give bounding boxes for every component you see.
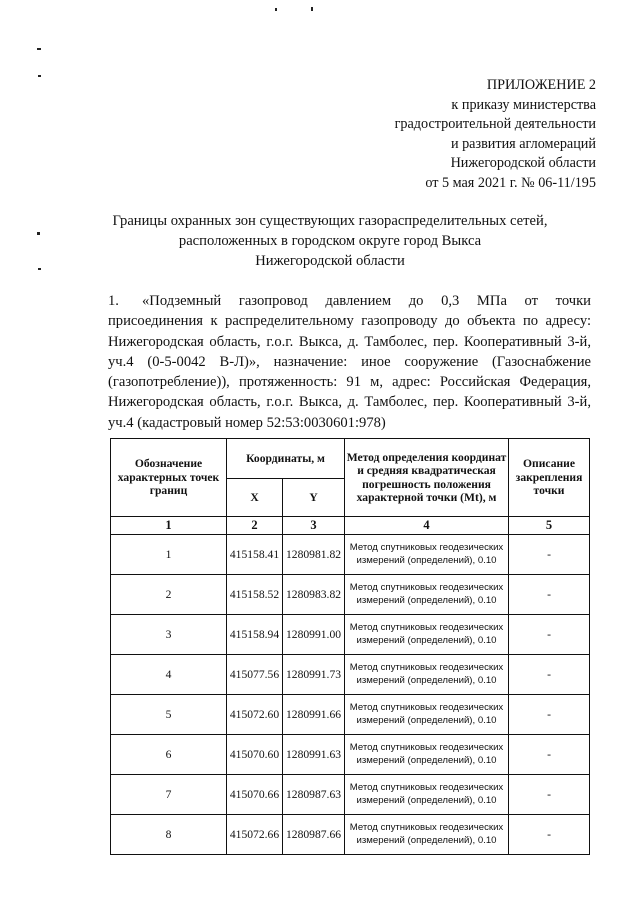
header-description: Описание закрепления точки — [509, 439, 590, 517]
point-id: 1 — [111, 535, 227, 575]
title-line: Границы охранных зон существующих газораспределительных сетей, — [112, 213, 548, 229]
coord-x: 415070.66 — [227, 775, 283, 815]
paragraph-text: «Подземный газопровод давлением до 0,3 МПа от точки присоединения к распределительному газопроводу до объекта по адресу: Нижегородская область, г.о.г. Выкса, д. Тамболес, пер. Кооперативный 3-й, уч.4 (0-5-0042 В-Л)», назначение: иное сооружение (Газоснабжение (газопотребление)), протяженность: 91 м, адрес: Российская Федерация, Нижегородская область, г.о.г. Выкса, д. Тамболес, пер. Кооперативный 3-й, уч.4 (кадастровый номер 52:53:0030601:978) — [108, 293, 591, 431]
coordinates-table — [110, 438, 590, 855]
table-row — [111, 815, 590, 855]
coord-x: 415077.56 — [227, 655, 283, 695]
description-cell: - — [509, 815, 590, 855]
document-title — [60, 211, 600, 271]
method-cell: Метод спутниковых геодезических измерений (определений), 0.10 — [345, 615, 509, 655]
table-row — [111, 735, 590, 775]
method-cell: Метод спутниковых геодезических измерений (определений), 0.10 — [345, 695, 509, 735]
header-coordinates: Координаты, м — [227, 439, 345, 479]
method-cell: Метод спутниковых геодезических измерений (определений), 0.10 — [345, 575, 509, 615]
order-date-number: от 5 мая 2021 г. № 06-11/195 — [425, 174, 596, 191]
table-row — [111, 775, 590, 815]
description-cell: - — [509, 735, 590, 775]
scan-speck — [38, 75, 41, 77]
point-id: 7 — [111, 775, 227, 815]
scan-speck — [38, 268, 41, 270]
column-number: 5 — [509, 517, 590, 535]
coord-y: 1280991.00 — [283, 615, 345, 655]
order-ref-line: к приказу министерства — [451, 96, 596, 113]
header-designation: Обозначение характерных точек границ — [111, 439, 227, 517]
coord-x: 415072.60 — [227, 695, 283, 735]
coord-x: 415072.66 — [227, 815, 283, 855]
paragraph-number: 1. — [108, 293, 119, 309]
coord-y: 1280991.63 — [283, 735, 345, 775]
scan-speck — [311, 7, 313, 11]
table-row — [111, 615, 590, 655]
point-id: 6 — [111, 735, 227, 775]
description-cell: - — [509, 655, 590, 695]
appendix-header — [336, 76, 596, 193]
table-row — [111, 695, 590, 735]
scan-speck — [275, 8, 277, 11]
coord-y: 1280987.66 — [283, 815, 345, 855]
point-id: 5 — [111, 695, 227, 735]
column-number: 1 — [111, 517, 227, 535]
coord-x: 415158.94 — [227, 615, 283, 655]
method-cell: Метод спутниковых геодезических измерений (определений), 0.10 — [345, 735, 509, 775]
description-cell: - — [509, 535, 590, 575]
object-description — [108, 291, 591, 433]
table-row — [111, 535, 590, 575]
header-y: Y — [283, 479, 345, 517]
ministry-line: и развития агломераций — [450, 135, 596, 152]
coord-y: 1280991.66 — [283, 695, 345, 735]
method-cell: Метод спутниковых геодезических измерений (определений), 0.10 — [345, 815, 509, 855]
method-cell: Метод спутниковых геодезических измерений (определений), 0.10 — [345, 775, 509, 815]
coord-y: 1280983.82 — [283, 575, 345, 615]
coord-y: 1280981.82 — [283, 535, 345, 575]
description-cell: - — [509, 695, 590, 735]
coord-x: 415070.60 — [227, 735, 283, 775]
point-id: 3 — [111, 615, 227, 655]
scan-speck — [37, 48, 41, 50]
coord-y: 1280987.63 — [283, 775, 345, 815]
table-row — [111, 575, 590, 615]
description-cell: - — [509, 775, 590, 815]
method-cell: Метод спутниковых геодезических измерений (определений), 0.10 — [345, 655, 509, 695]
point-id: 2 — [111, 575, 227, 615]
column-number: 4 — [345, 517, 509, 535]
coord-y: 1280991.73 — [283, 655, 345, 695]
coord-x: 415158.41 — [227, 535, 283, 575]
title-line: Нижегородской области — [255, 253, 405, 269]
point-id: 8 — [111, 815, 227, 855]
header-method: Метод определения координат и средняя квадратическая погрешность положения характерной точки (Mt), м — [345, 439, 509, 517]
method-cell: Метод спутниковых геодезических измерений (определений), 0.10 — [345, 535, 509, 575]
description-cell: - — [509, 615, 590, 655]
column-number: 3 — [283, 517, 345, 535]
scan-speck — [37, 232, 40, 235]
region-line: Нижегородской области — [450, 155, 596, 171]
coord-x: 415158.52 — [227, 575, 283, 615]
header-x: X — [227, 479, 283, 517]
ministry-line: градостроительной деятельности — [394, 116, 596, 132]
point-id: 4 — [111, 655, 227, 695]
title-line: расположенных в городском округе город Выкса — [178, 233, 482, 249]
description-cell: - — [509, 575, 590, 615]
table-row — [111, 655, 590, 695]
appendix-label: ПРИЛОЖЕНИЕ 2 — [486, 77, 596, 93]
column-number: 2 — [227, 517, 283, 535]
